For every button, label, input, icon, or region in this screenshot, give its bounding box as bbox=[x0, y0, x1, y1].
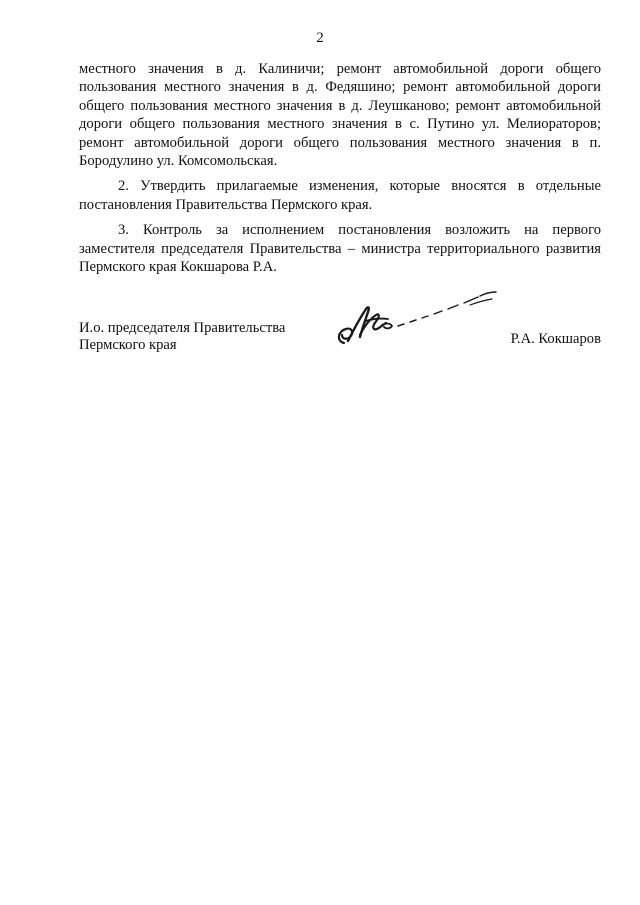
paragraph-item-2: 2. Утвердить прилагаемые изменения, которые вносятся в отдельные постановления Правительства Пермского края. bbox=[79, 178, 601, 213]
paragraph-continuation: местного значения в д. Калиничи; ремонт автомобильной дороги общего пользования местного значения в д. Федяшино; ремонт автомобильной дороги общего пользования местного значения в д. Леушканово; ремонт автомобильной дороги общего пользования местного значения в с. Путино ул. Мелиораторов; ремонт автомобильной дороги общего пользования местного значения в п. Бородулино ул. Комсомольская. bbox=[79, 61, 601, 170]
signer-name: Р.А. Кокшаров bbox=[510, 331, 601, 347]
signer-position bbox=[79, 320, 285, 354]
paragraph-item-3: 3. Контроль за исполнением постановления возложить на первого заместителя председателя Правительства – министра территориального развития Пермского края Кокшарова Р.А. bbox=[79, 222, 601, 276]
signature-block bbox=[79, 320, 601, 360]
signer-position-line-1: И.о. председателя Правительства bbox=[79, 320, 286, 336]
signer-position-line-2: Пермского края bbox=[79, 337, 177, 353]
page-number: 2 bbox=[316, 30, 324, 46]
document-body bbox=[79, 60, 601, 283]
